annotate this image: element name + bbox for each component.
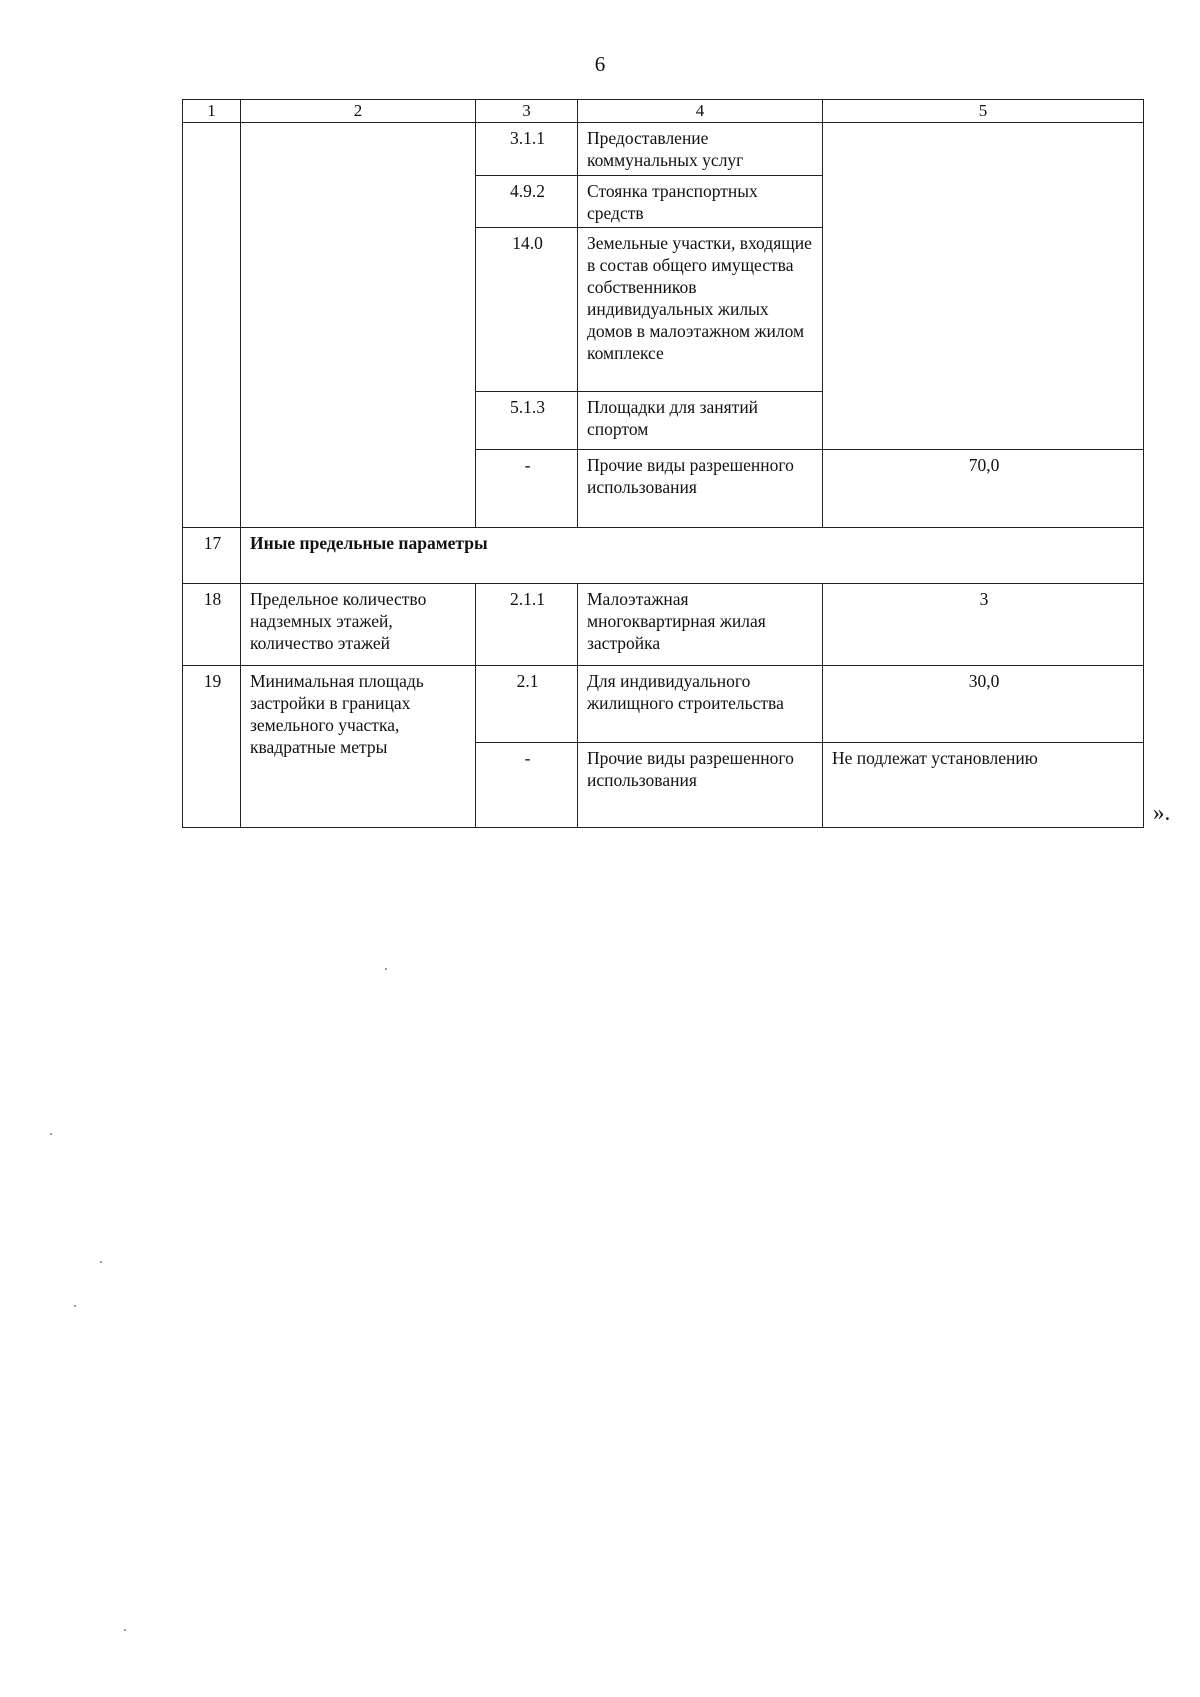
header-cell: 1	[183, 100, 241, 123]
scan-speck	[74, 1305, 76, 1307]
scan-speck	[50, 1133, 52, 1135]
type-cell: Прочие виды разрешенного использования	[578, 743, 823, 828]
type-cell: Площадки для занятий спортом	[578, 392, 823, 450]
code-cell: 5.1.3	[476, 392, 578, 450]
value-cell: 3	[823, 584, 1144, 666]
code-cell: 14.0	[476, 228, 578, 392]
code-cell: -	[476, 450, 578, 528]
code-cell: 2.1.1	[476, 584, 578, 666]
header-cell: 3	[476, 100, 578, 123]
param-cell: Минимальная площадь застройки в границах земельного участка, квадратные метры	[241, 666, 476, 828]
value-cell: 30,0	[823, 666, 1144, 743]
num-cell-empty	[183, 123, 241, 528]
code-cell: 2.1	[476, 666, 578, 743]
header-cell: 4	[578, 100, 823, 123]
type-cell: Для индивидуального жилищного строительства	[578, 666, 823, 743]
row-number: 18	[183, 584, 241, 666]
table-header-row	[183, 100, 1144, 123]
code-cell: 4.9.2	[476, 176, 578, 228]
header-cell: 2	[241, 100, 476, 123]
closing-quote: ».	[1153, 800, 1171, 825]
value-cell-empty	[823, 123, 1144, 450]
code-cell: -	[476, 743, 578, 828]
param-cell-empty	[241, 123, 476, 528]
section-row	[183, 528, 1144, 584]
type-cell: Прочие виды разрешенного использования	[578, 450, 823, 528]
table-row	[183, 666, 1144, 743]
row-number: 19	[183, 666, 241, 828]
table-row	[183, 123, 1144, 176]
scan-speck	[385, 968, 387, 970]
parameters-table	[182, 99, 1144, 828]
param-cell: Предельное количество надземных этажей, количество этажей	[241, 584, 476, 666]
type-cell: Предоставление коммунальных услуг	[578, 123, 823, 176]
header-cell: 5	[823, 100, 1144, 123]
code-cell: 3.1.1	[476, 123, 578, 176]
row-number: 17	[183, 528, 241, 584]
table-row	[183, 584, 1144, 666]
section-title: Иные предельные параметры	[241, 528, 1144, 584]
value-cell: Не подлежат установлению	[823, 743, 1144, 828]
type-cell: Малоэтажная многоквартирная жилая застройка	[578, 584, 823, 666]
page-number: 6	[594, 52, 606, 76]
type-cell: Стоянка транспортных средств	[578, 176, 823, 228]
value-cell: 70,0	[823, 450, 1144, 528]
scan-speck	[124, 1629, 126, 1631]
type-cell: Земельные участки, входящие в состав общего имущества собственников индивидуальных жилых домов в малоэтажном жилом комплексе	[578, 228, 823, 392]
scan-speck	[100, 1261, 102, 1263]
